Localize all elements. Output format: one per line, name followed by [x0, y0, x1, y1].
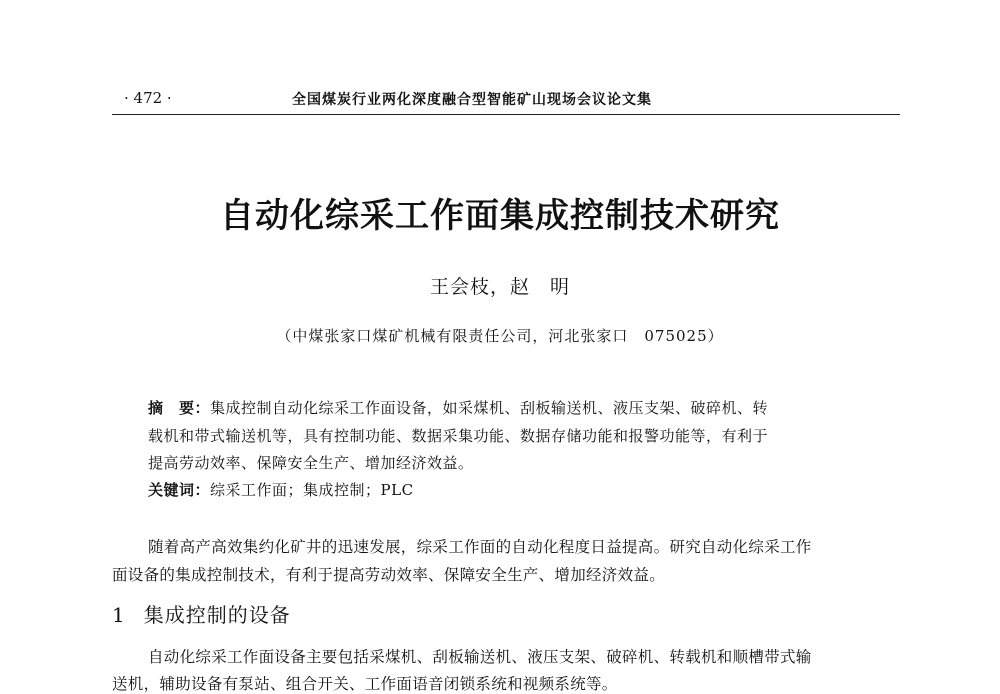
affiliation: （中煤张家口煤矿机械有限责任公司，河北张家口 075025）	[276, 327, 724, 345]
authors: 王会枝，赵 明	[429, 276, 570, 298]
abstract-line: 提高劳动效率、保障安全生产、增加经济效益。	[148, 454, 474, 472]
keywords-label: 关键词：	[148, 481, 211, 499]
keywords-text: 综采工作面；集成控制；PLC	[210, 481, 414, 499]
abstract-line	[148, 397, 768, 418]
body-paragraph-line: 自动化综采工作面设备主要包括采煤机、刮板输送机、液压支架、破碎机、转载机和顺槽带式输	[148, 648, 812, 666]
body-paragraph-line: 送机，辅助设备有泵站、组合开关、工作面语音闭锁系统和视频系统等。	[112, 675, 618, 693]
body-paragraph-line: 面设备的集成控制技术，有利于提高劳动效率、保障安全生产、增加经济效益。	[112, 566, 666, 584]
section-heading	[112, 599, 291, 628]
header-rule	[112, 114, 900, 115]
page-number: · 472 ·	[124, 89, 172, 107]
paper-title: 自动化综采工作面集成控制技术研究	[220, 196, 780, 236]
keywords-line	[148, 479, 414, 500]
body-paragraph-line: 随着高产高效集约化矿井的迅速发展，综采工作面的自动化程度日益提高。研究自动化综采工作	[148, 538, 812, 556]
running-head: 全国煤炭行业两化深度融合型智能矿山现场会议论文集	[292, 92, 652, 108]
section-number: 1	[112, 603, 126, 627]
abstract-text: 集成控制自动化综采工作面设备，如采煤机、刮板输送机、液压支架、破碎机、转	[210, 399, 769, 417]
abstract-line: 载机和带式输送机等，具有控制功能、数据采集功能、数据存储功能和报警功能等，有利于	[148, 427, 769, 445]
abstract-label: 摘 要：	[148, 399, 211, 417]
section-title: 集成控制的设备	[143, 603, 291, 627]
